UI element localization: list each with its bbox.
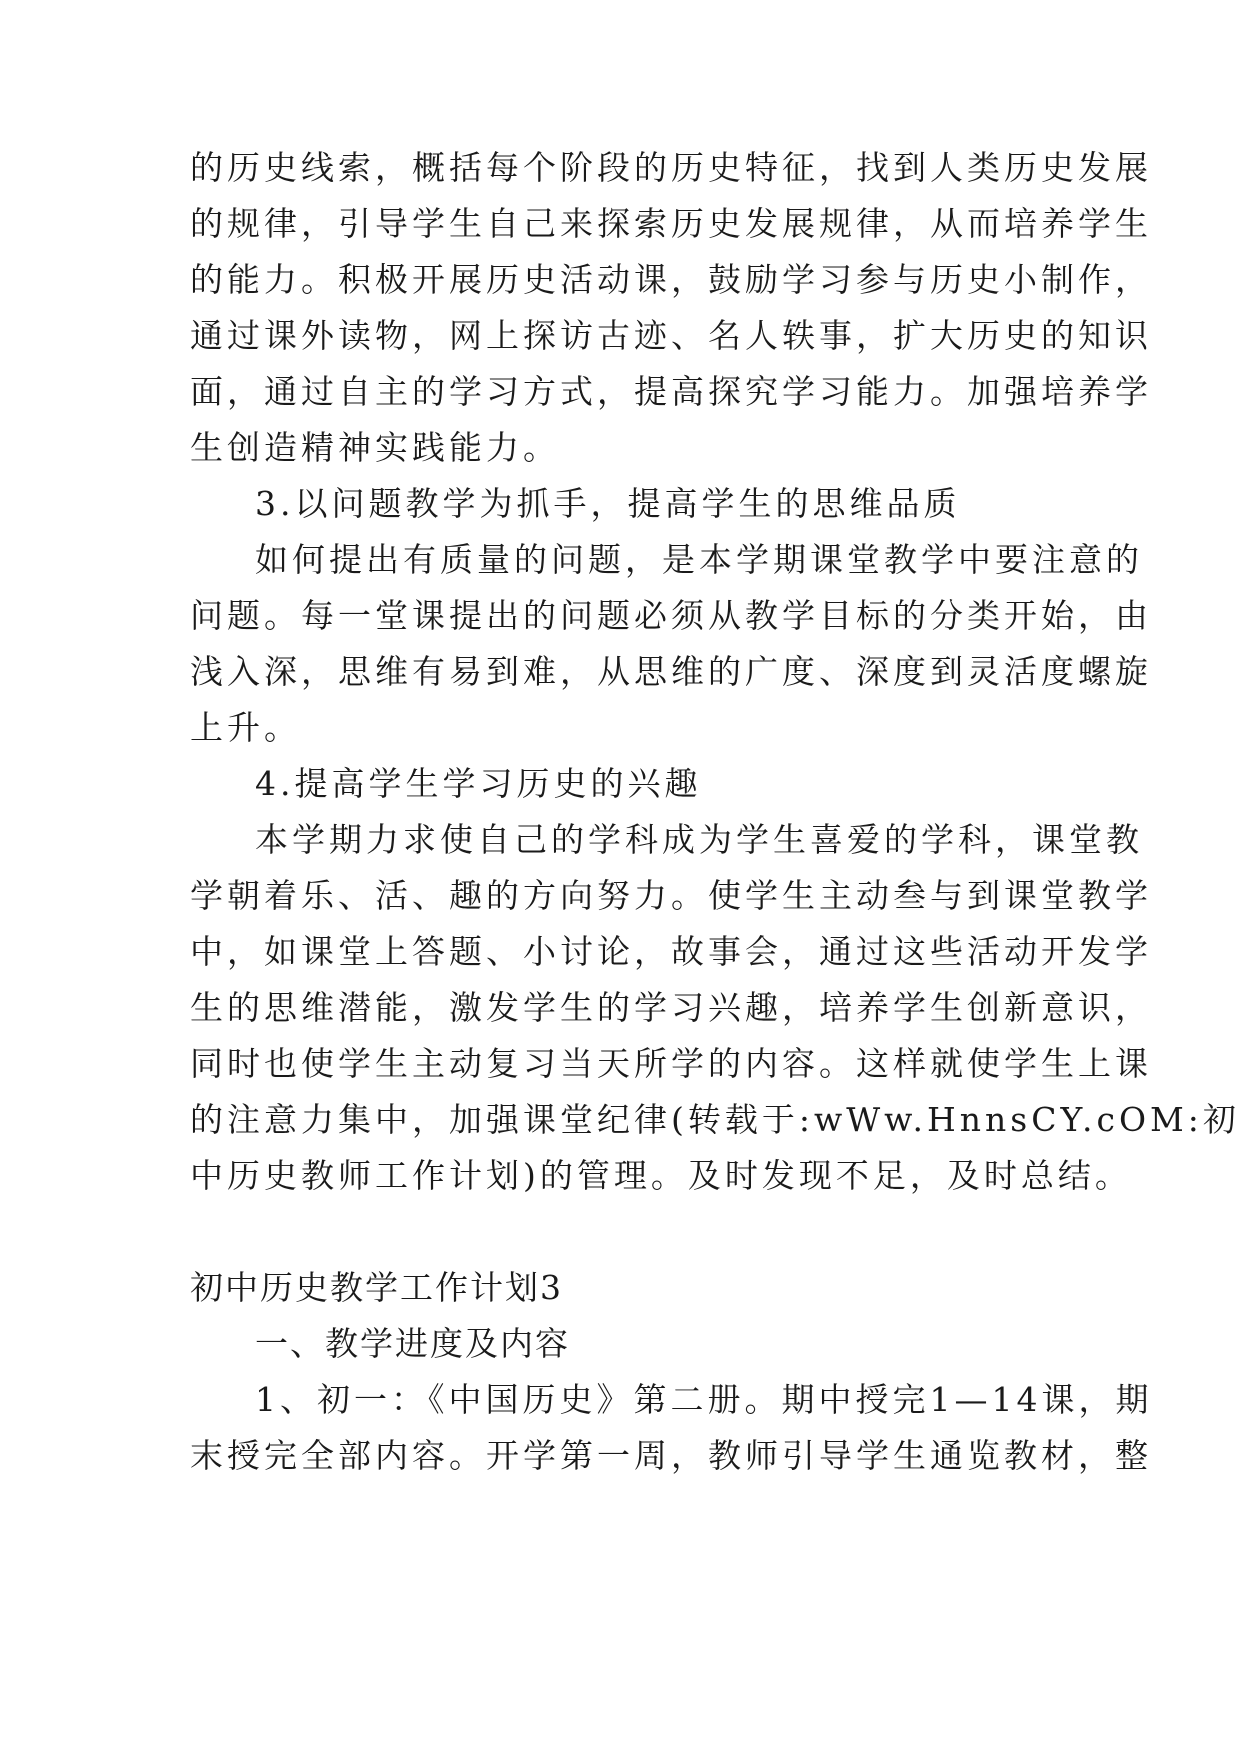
text-line: 生的思维潜能，激发学生的学习兴趣，培养学生创新意识，	[190, 988, 1152, 1027]
section-heading: 3.以问题教学为抓手，提高学生的思维品质	[255, 484, 961, 523]
text-line: 生创造精神实践能力。	[190, 428, 560, 467]
text-line: 的规律，引导学生自己来探索历史发展规律，从而培养学生	[190, 204, 1152, 243]
section-heading: 一、教学进度及内容	[255, 1324, 570, 1363]
text-line: 面，通过自主的学习方式，提高探究学习能力。加强培养学	[190, 372, 1152, 411]
text-line: 浅入深，思维有易到难，从思维的广度、深度到灵活度螺旋	[190, 652, 1152, 691]
paragraph-start: 本学期力求使自己的学科成为学生喜爱的学科，课堂教	[255, 820, 1143, 859]
text-line: 中，如课堂上答题、小讨论，故事会，通过这些活动开发学	[190, 932, 1152, 971]
text-line: 同时也使学生主动复习当天所学的内容。这样就使学生上课	[190, 1044, 1152, 1083]
section-heading: 4.提高学生学习历史的兴趣	[255, 764, 702, 803]
paragraph-start: 1、初一：《中国历史》第二册。期中授完1—14课，期	[255, 1380, 1153, 1419]
text-line: 末授完全部内容。开学第一周，教师引导学生通览教材，整	[190, 1436, 1152, 1475]
text-line: 上升。	[190, 708, 301, 747]
text-line: 通过课外读物，网上探访古迹、名人轶事，扩大历史的知识	[190, 316, 1152, 355]
text-line: 的历史线索，概括每个阶段的历史特征，找到人类历史发展	[190, 148, 1152, 187]
text-line: 学朝着乐、活、趣的方向努力。使学生主动叁与到课堂教学	[190, 876, 1152, 915]
text-line: 的能力。积极开展历史活动课，鼓励学习参与历史小制作，	[190, 260, 1152, 299]
text-line: 的注意力集中，加强课堂纪律(转载于:wWw.HnnsCY.cOM:初	[190, 1100, 1240, 1139]
text-line: 问题。每一堂课提出的问题必须从教学目标的分类开始，由	[190, 596, 1152, 635]
text-line: 中历史教师工作计划)的管理。及时发现不足，及时总结。	[190, 1156, 1132, 1195]
paragraph-start: 如何提出有质量的问题，是本学期课堂教学中要注意的	[255, 540, 1143, 579]
document-title: 初中历史教学工作计划3	[190, 1268, 563, 1307]
